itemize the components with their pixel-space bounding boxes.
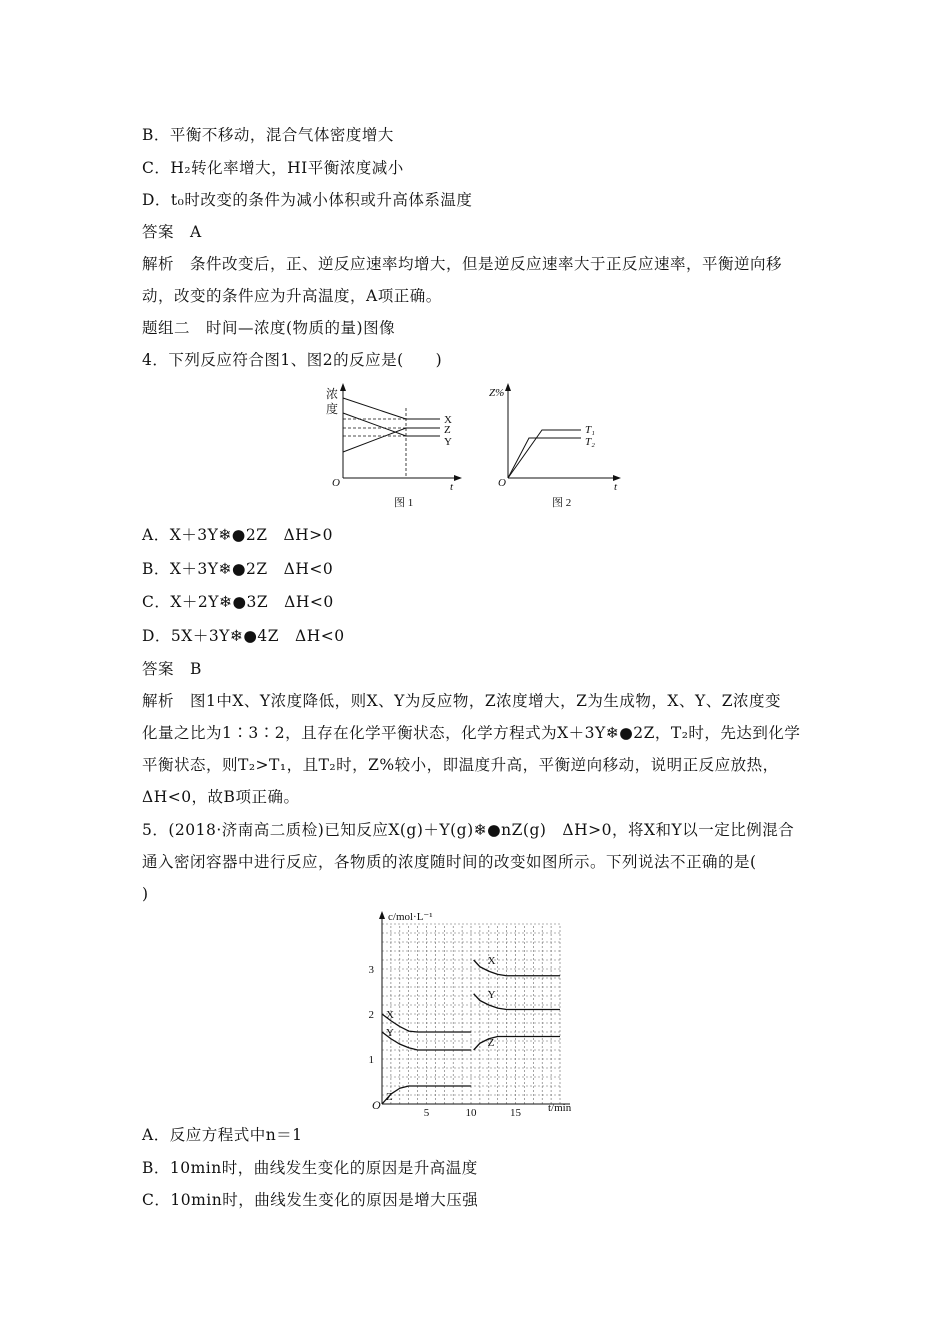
q5-ytick-label: 3: [368, 964, 374, 976]
fig1-label-z: Z: [444, 424, 451, 436]
q5-option-c: C．10min时，曲线发生变化的原因是增大压强: [142, 1191, 479, 1209]
q3-option-b: B．平衡不移动，混合气体密度增大: [142, 126, 394, 144]
fig1-origin: O: [332, 477, 340, 489]
q5-curve-x-second: [474, 960, 560, 976]
q5-stem-line-2: 通入密闭容器中进行反应，各物质的浓度随时间的改变如图所示。下列说法不正确的是(: [142, 853, 757, 871]
q5-curve-z-second: [474, 1037, 560, 1051]
q4-option-c: C．X＋2Y❄●3Z ΔH<0: [142, 593, 334, 611]
q5-xlabel: t/min: [548, 1102, 572, 1114]
q5-stem-line-3: ): [142, 885, 149, 903]
fig1-caption: 图 1: [394, 497, 414, 509]
q5-series-labels: [386, 955, 496, 1103]
q3-analysis-line-2: 动，改变的条件应为升高温度，A项正确。: [142, 287, 442, 305]
fig1-ylabel-2: 度: [326, 402, 339, 416]
q5-y-arrow: [379, 911, 385, 919]
q3-answer: 答案 A: [142, 223, 202, 241]
q5-ylabel: c/mol·L⁻¹: [388, 911, 433, 923]
figure-2: [486, 378, 636, 513]
q4-option-b: B．X＋3Y❄●2Z ΔH<0: [142, 560, 334, 578]
q5-ytick-label: 2: [368, 1009, 374, 1021]
fig1-label-x: X: [444, 414, 452, 426]
figure-1: [320, 378, 480, 513]
fig1-curve-y-decline: [343, 413, 406, 436]
q5-label-y: Y: [386, 1027, 394, 1039]
q5-option-b: B．10min时，曲线发生变化的原因是升高温度: [142, 1159, 478, 1177]
fig1-xlabel: t: [450, 481, 454, 493]
q3-option-d: D．t₀时改变的条件为减小体积或升高体系温度: [142, 191, 473, 209]
q4-option-d: D．5X＋3Y❄●4Z ΔH<0: [142, 627, 345, 645]
q5-xtick-label: 10: [465, 1107, 477, 1118]
fig2-curve-t2: [508, 438, 581, 478]
q5-xtick-label: 5: [423, 1107, 430, 1118]
q5-option-a: A．反应方程式中n＝1: [142, 1126, 303, 1144]
q5-stem-line-1: 5．(2018·济南高二质检)已知反应X(g)＋Y(g)❄●nZ(g) ΔH>0，将X和Y以一定比例混合: [142, 821, 795, 839]
group-title: 题组二 时间—浓度(物质的量)图像: [142, 319, 396, 337]
fig2-curve-t1: [508, 430, 581, 478]
fig2-label-t2: T₂: [585, 436, 595, 448]
fig1-y-arrow: [340, 383, 346, 391]
q5-concentration-chart: [360, 908, 590, 1118]
fig2-caption: 图 2: [552, 497, 572, 509]
fig1-curve-x-decline: [343, 398, 406, 419]
q3-analysis-line-1: 解析 条件改变后，正、逆反应速率均增大，但是逆反应速率大于正反应速率，平衡逆向移: [142, 255, 783, 273]
q5-xtick-label: 15: [510, 1107, 521, 1118]
q5-label-y: Y: [487, 988, 496, 1001]
q5-label-x: X: [487, 955, 496, 967]
q5-label-z: Z: [487, 1037, 495, 1049]
q5-label-z: Z: [386, 1091, 393, 1103]
fig1-x-arrow: [454, 475, 462, 481]
q4-analysis-line-3: 平衡状态，则T₂>T₁，且T₂时，Z%较小，即温度升高，平衡逆向移动，说明正反应放热，: [142, 756, 779, 774]
q3-option-c: C．H₂转化率增大，HI平衡浓度减小: [142, 159, 404, 177]
q4-analysis-line-1: 解析 图1中X、Y浓度降低，则X、Y为反应物，Z浓度增大，Z为生成物，X、Y、Z浓度变: [142, 692, 781, 710]
fig2-origin: O: [498, 477, 506, 489]
q4-analysis-line-2: 化量之比为1∶3∶2，且存在化学平衡状态，化学方程式为X＋3Y❄●2Z，T₂时，先达到化学: [142, 724, 801, 742]
q4-option-a: A．X＋3Y❄●2Z ΔH>0: [142, 526, 334, 544]
q4-analysis-line-4: ΔH<0，故B项正确。: [142, 788, 300, 806]
q5-origin: O: [372, 1098, 381, 1112]
fig1-label-y: Y: [444, 436, 452, 448]
fig2-xlabel: t: [614, 481, 618, 493]
fig1-ylabel-1: 浓: [326, 387, 339, 401]
fig1-curve-z-rise: [343, 428, 406, 452]
q5-grid: [382, 924, 560, 1104]
q5-label-x: X: [386, 1009, 394, 1021]
fig2-y-arrow: [505, 383, 511, 391]
q4-stem: 4．下列反应符合图1、图2的反应是( ): [142, 351, 443, 369]
fig2-ylabel: Z%: [489, 387, 505, 399]
q4-answer: 答案 B: [142, 660, 202, 678]
q5-ytick-label: 1: [368, 1054, 374, 1066]
fig2-label-t1: T₁: [585, 424, 595, 436]
